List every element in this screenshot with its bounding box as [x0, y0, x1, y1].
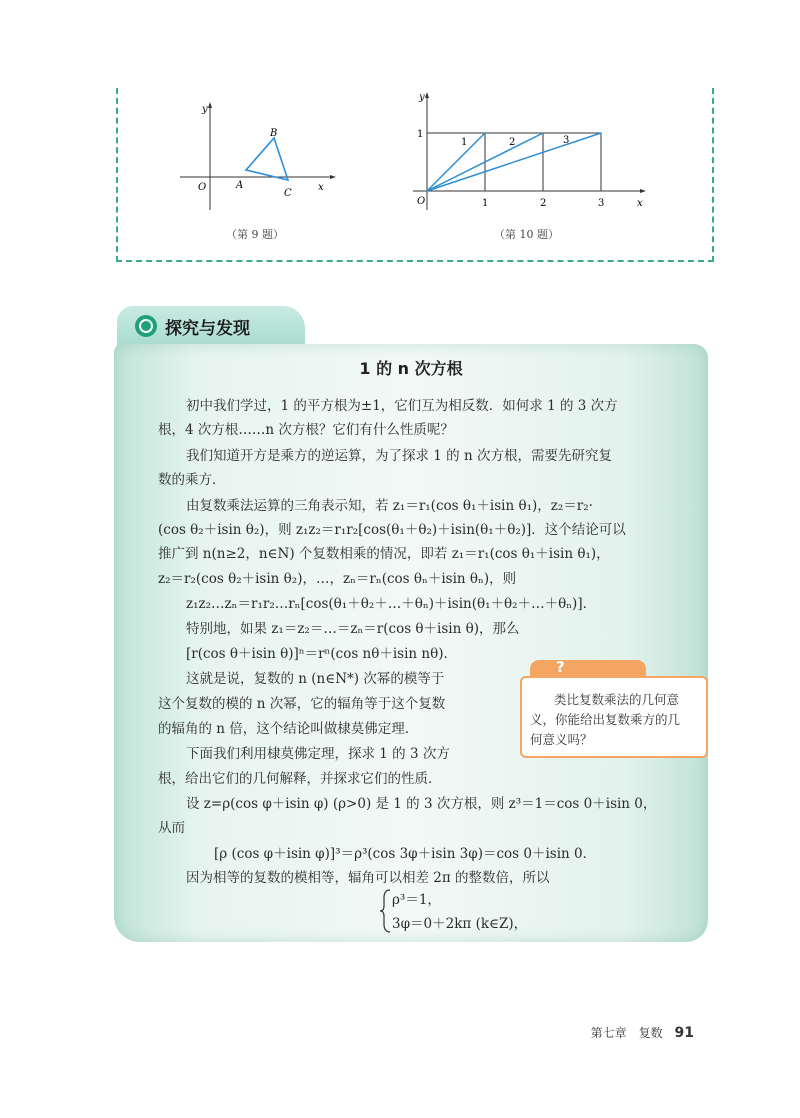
- page-number: 91: [674, 1025, 694, 1041]
- text-line: 我们知道开方是乘方的逆运算，为了探求 1 的 n 次方根，需要先研究复: [186, 448, 612, 464]
- section-title: 1 的 n 次方根: [359, 359, 463, 378]
- fig10-caption: （第 10 题）: [494, 228, 559, 241]
- fig10-square-1: 1: [461, 137, 468, 148]
- text-line: 数的乘方．: [158, 472, 226, 488]
- text-line: 根，给出它们的几何解释，并探求它们的性质．: [158, 771, 442, 787]
- equation-line: ρ³＝1，: [392, 892, 441, 908]
- question-mark-icon: ?: [556, 658, 565, 676]
- text-line: 这个复数的模的 n 次幂，它的辐角等于这个复数: [158, 696, 446, 712]
- fig9-point-c: C: [284, 188, 292, 199]
- fig10-x-tick-3: 3: [598, 198, 605, 209]
- chapter-label: 第七章 复数: [590, 1026, 663, 1040]
- fig10-square-3: 3: [563, 135, 570, 146]
- text-line: 根，4 次方根……n 次方根？它们有什么性质呢？: [158, 422, 454, 438]
- explore-icon: [135, 315, 157, 337]
- fig10-square-2: 2: [509, 137, 516, 148]
- fig10-y-tick-1: 1: [417, 129, 424, 140]
- text-line: [r(cos θ＋isin θ)]ⁿ＝rⁿ(cos nθ＋isin nθ)．: [186, 646, 458, 662]
- text-line: 从而: [158, 820, 185, 836]
- text-line: 初中我们学过，1 的平方根为±1，它们互为相反数．如何求 1 的 3 次方: [186, 398, 618, 414]
- explore-section-tab: [117, 306, 305, 346]
- system-brace: [378, 888, 392, 934]
- fig10-x-label: x: [637, 198, 643, 209]
- text-line: [ρ (cos φ＋isin φ)]³＝ρ³(cos 3φ＋isin 3φ)＝cos 0＋isin 0．: [214, 846, 597, 862]
- text-line: 这就是说，复数的 n (n∈N*) 次幂的模等于: [186, 671, 445, 687]
- fig10-x-tick-1: 1: [482, 198, 489, 209]
- equation-line: 3φ＝0＋2kπ (k∈Z)，: [392, 916, 528, 932]
- fig10-y-label: y: [419, 92, 425, 103]
- fig9-y-label: y: [202, 104, 208, 115]
- section-tab-title: 探究与发现: [165, 319, 250, 339]
- fig9-point-b: B: [270, 128, 278, 139]
- question-line: 何意义吗？: [530, 732, 593, 747]
- text-line: z₂＝r₂(cos θ₂＋isin θ₂)，…，zₙ＝rₙ(cos θₙ＋isin θₙ)，则: [158, 571, 517, 587]
- question-line: 类比复数乘法的几何意: [554, 692, 680, 707]
- text-line: 特别地，如果 z₁＝z₂＝…＝zₙ＝r(cos θ＋isin θ)，那么: [186, 621, 520, 637]
- text-line: 设 z=ρ(cos φ＋isin φ) (ρ>0) 是 1 的 3 次方根，则 z³＝1＝cos 0＋isin 0，: [186, 796, 657, 812]
- text-line: 因为相等的复数的模相等，辐角可以相差 2π 的整数倍，所以: [186, 870, 550, 886]
- question-callout: [520, 660, 710, 758]
- fig10-x-tick-2: 2: [540, 198, 547, 209]
- question-line: 义，你能给出复数乘方的几: [530, 712, 681, 727]
- fig9-caption: （第 9 题）: [226, 228, 284, 241]
- text-line: 下面我们利用棣莫佛定理，探求 1 的 3 次方: [186, 746, 450, 762]
- text-line: (cos θ₂＋isin θ₂)，则 z₁z₂＝r₁r₂[cos(θ₁＋θ₂)＋isin(θ₁＋θ₂)]．这个结论可以: [158, 522, 626, 538]
- fig9-origin: O: [198, 182, 207, 193]
- fig9-point-a: A: [236, 180, 244, 191]
- figure-9: [170, 100, 340, 220]
- text-line: 的辐角的 n 倍，这个结论叫做棣莫佛定理．: [158, 721, 419, 737]
- fig10-origin: O: [417, 196, 426, 207]
- fig9-x-label: x: [318, 182, 324, 193]
- page-footer: [591, 1024, 694, 1041]
- text-line: 由复数乘法运算的三角表示知，若 z₁＝r₁(cos θ₁＋isin θ₁)，z₂＝r₂·: [186, 498, 593, 514]
- figure-10: [405, 92, 650, 217]
- text-line: z₁z₂…zₙ＝r₁r₂…rₙ[cos(θ₁＋θ₂＋…＋θₙ)＋isin(θ₁＋θ₂＋…＋θₙ)]．: [186, 596, 597, 612]
- text-line: 推广到 n(n≥2，n∈N) 个复数相乘的情况，即若 z₁＝r₁(cos θ₁＋isin θ₁)，: [158, 546, 610, 562]
